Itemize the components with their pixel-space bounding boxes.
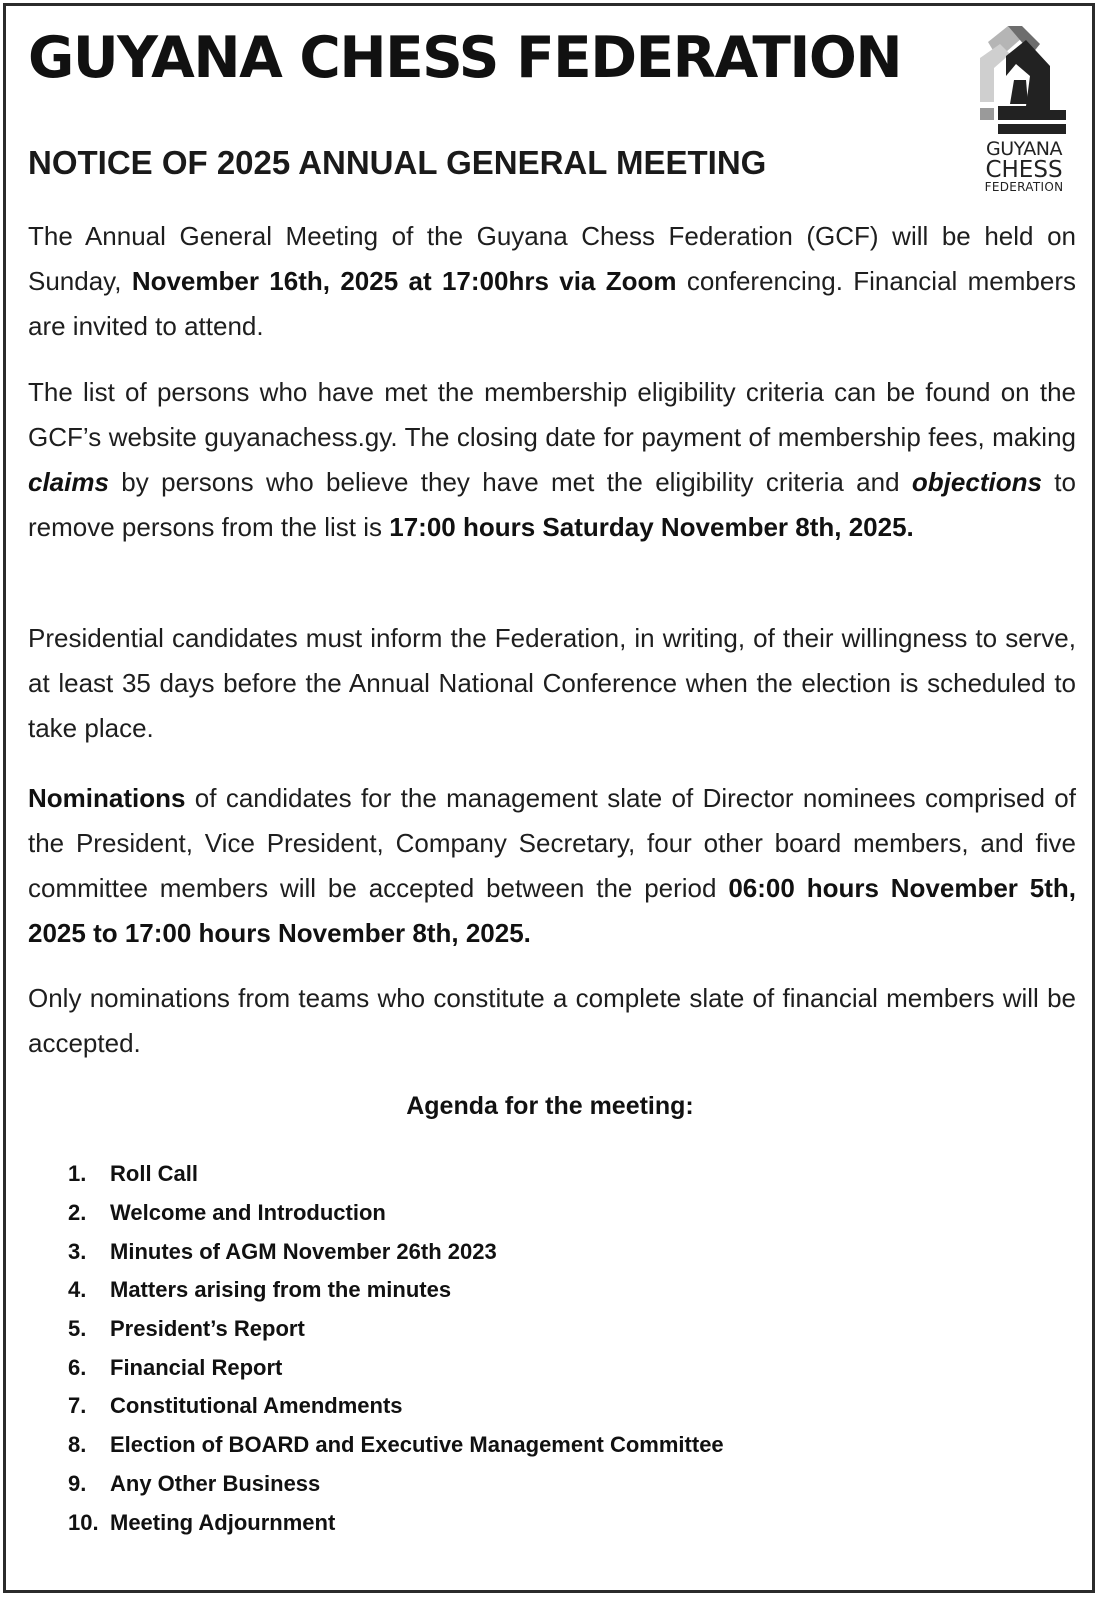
agenda-item: 1. Roll Call	[68, 1161, 199, 1187]
agenda-list	[68, 1155, 724, 1542]
agenda-item: 9. Any Other Business	[68, 1470, 321, 1496]
agenda-item: 5. President’s Report	[68, 1316, 305, 1342]
knight-emblem-icon	[970, 24, 1078, 140]
claims-term: claims	[28, 467, 109, 497]
logo-line-chess: CHESS	[985, 157, 1063, 183]
logo-line-guyana: GUYANA	[986, 138, 1062, 160]
agenda-title: Agenda for the meeting:	[406, 1092, 694, 1120]
paragraph-presidential-candidates: Presidential candidates must inform the Federation, in writing, of their willingness to serve, at least 35 days before the Annual National Conference when the election is scheduled to take place.	[28, 623, 1076, 743]
agenda-item: 10. Meeting Adjournment	[68, 1509, 336, 1535]
agenda-item: 3. Minutes of AGM November 26th 2023	[68, 1238, 497, 1264]
objections-term: objections	[911, 467, 1042, 497]
agenda-item: 4. Matters arising from the minutes	[68, 1277, 452, 1303]
nomination-period: 06:00 hours November 5th, 2025 to 17:00 hours November 8th, 2025.	[28, 873, 1076, 948]
logo-line-federation: FEDERATION	[984, 180, 1064, 194]
agenda-item: 6. Financial Report	[68, 1354, 283, 1380]
paragraph-membership-eligibility: The list of persons who have met the membership eligibility criteria can be found on the GCF’s website guyanachess.gy. The closing date for payment of membership fees, making claims by persons who believe they have met the eligibility criteria and objections to remove persons from the list is 17:00 hours Saturday November 8th, 2025.	[28, 377, 1076, 542]
nominations-term: Nominations	[28, 783, 186, 813]
paragraph-meeting-details: The Annual General Meeting of the Guyana Chess Federation (GCF) will be held on Sunday, November 16th, 2025 at 17:00hrs via Zoom conferencing. Financial members are invited to attend.	[28, 221, 1076, 341]
notice-title: NOTICE OF 2025 ANNUAL GENERAL MEETING	[28, 144, 767, 181]
paragraph-slate-requirement: Only nominations from teams who constitute a complete slate of financial members will be accepted.	[28, 983, 1076, 1058]
agenda-item: 2. Welcome and Introduction	[68, 1200, 386, 1226]
closing-date: 17:00 hours Saturday November 8th, 2025.	[389, 512, 914, 542]
gcf-logo	[970, 24, 1078, 200]
paragraph-nominations: Nominations of candidates for the management slate of Director nominees comprised of the President, Vice President, Company Secretary, four other board members, and five committee members will be accepted between the period 06:00 hours November 5th, 2025 to 17:00 hours November 8th, 2025.	[28, 783, 1076, 948]
meeting-date-time: November 16th, 2025 at 17:00hrs via Zoom	[131, 266, 677, 296]
agenda-item: 7. Constitutional Amendments	[68, 1393, 403, 1419]
org-title: GUYANA CHESS FEDERATION	[28, 25, 902, 91]
agenda-item: 8. Election of BOARD and Executive Management Committee	[68, 1432, 724, 1458]
